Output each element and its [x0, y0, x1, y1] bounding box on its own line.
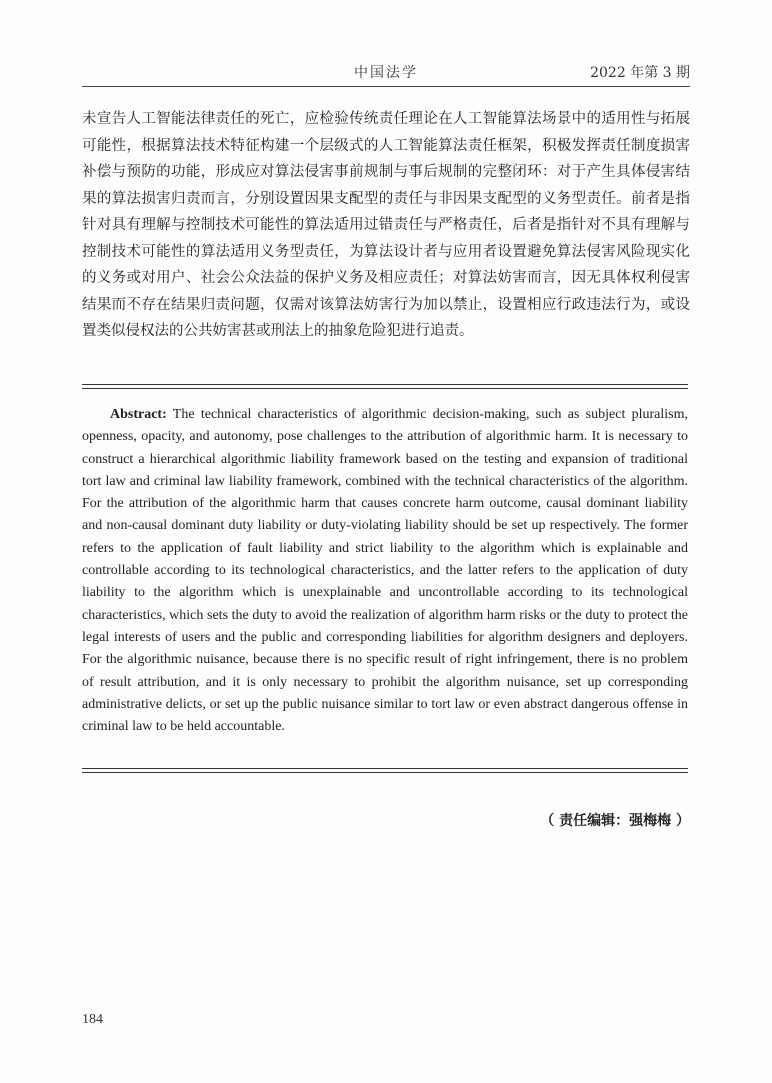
issue-label: 2022 年第 3 期: [590, 65, 690, 81]
page-number: 184: [82, 1012, 103, 1027]
journal-title: 中国法学: [354, 65, 418, 81]
abstract-label: Abstract:: [110, 407, 167, 422]
running-header: [82, 58, 690, 88]
header-rule: [82, 86, 690, 87]
chinese-paragraph: 未宣告人工智能法律责任的死亡，应检验传统责任理论在人工智能算法场景中的适用性与拓展可能性，根据算法技术特征构建一个层级式的人工智能算法责任框架，积极发挥责任制度损害补偿与预防的功能，形成应对算法侵害事前规制与事后规制的完整闭环：对于产生具体侵害结果的算法损害归责而言，分别设置因果支配型的责任与非因果支配型的义务型责任。前者是指针对具有理解与控制技术可能性的算法适用过错责任与严格责任，后者是指针对不具有理解与控制技术可能性的算法适用义务型责任，为算法设计者与应用者设置避免算法侵害风险现实化的义务或对用户、社会公众法益的保护义务及相应责任；对算法妨害而言，因无具体权利侵害结果而不存在结果归责问题，仅需对该算法妨害行为加以禁止，设置相应行政违法行为，或设置类似侵权法的公共妨害甚或刑法上的抽象危险犯进行追责。: [82, 111, 690, 339]
abstract-top-rule: [82, 384, 688, 389]
editor-note: （ 责任编辑：强梅梅 ）: [540, 813, 690, 829]
abstract-bottom-rule: [82, 768, 688, 773]
abstract-block: [82, 404, 688, 738]
abstract-text: The technical characteristics of algorithmic decision-making, such as subject pluralism, openness, opacity, and autonomy, pose challenges to the attribution of algorithmic harm. It is necessary to construct a hierarchical algorithmic liability framework based on the testing and expansion of traditional tort law and criminal law liability framework, combined with the technical characteristics of the algorithm. For the attribution of the algorithmic harm that causes concrete harm outcome, causal dominant liability and non-causal dominant duty liability or duty-violating liability should be set up respectively. The former refers to the application of fault liability and strict liability to the algorithm which is explainable and controllable according to its technological characteristics, and the latter refers to the application of duty liability to the algorithm which is unexplainable and uncontrollable according to its technological characteristics, which sets the duty to avoid the realization of algorithm harm risks or the duty to protect the legal interests of users and the public and corresponding liabilities for algorithm designers and deployers. For the algorithmic nuisance, because there is no specific result of right infringement, there is no problem of result attribution, and it is only necessary to prohibit the algorithm nuisance, set up corresponding administrative delicts, or set up the public nuisance similar to tort law or even abstract dangerous offense in criminal law to be held accountable.: [82, 407, 688, 735]
